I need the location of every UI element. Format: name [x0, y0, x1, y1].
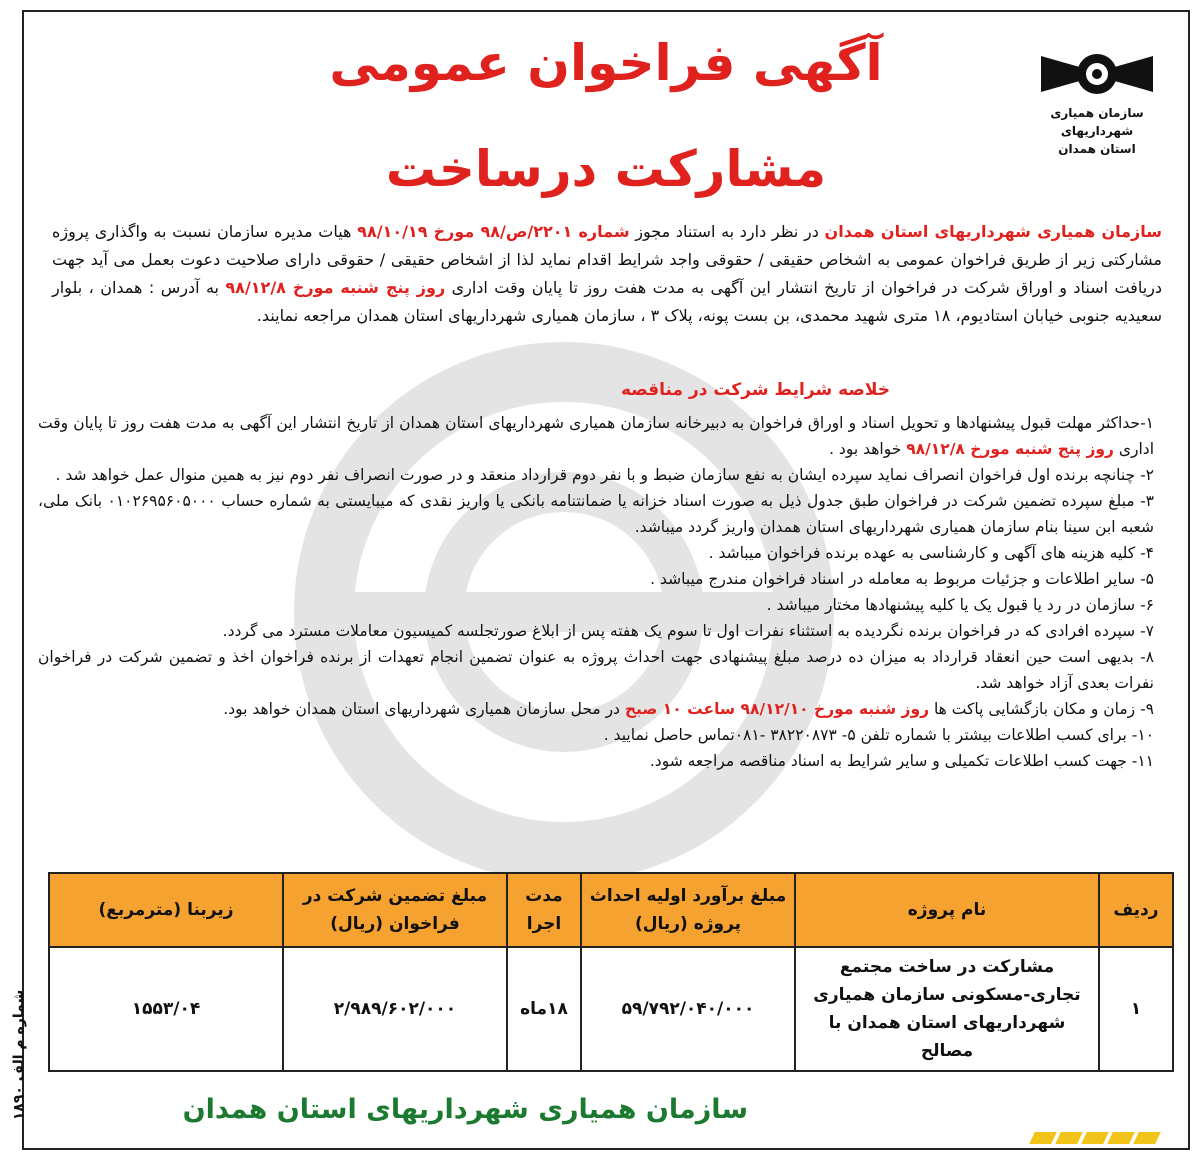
- side-number-text: شماره م الف ۱۸۹۰: [11, 989, 27, 1121]
- decorative-stripes: [1032, 1132, 1158, 1144]
- cell-project-name: مشارکت در ساخت مجتمع تجاری-مسکونی سازمان همیاری شهرداریهای استان همدان با مصالح: [795, 947, 1099, 1071]
- cell-area: ۱۵۵۳/۰۴: [49, 947, 283, 1071]
- conditions-list: [38, 410, 1154, 774]
- intro-text-2: هیات مدیره سازمان نسبت به واگذاری پروژه مشارکتی زیر از طریق فراخوان عمومی به اشخاص حقیقی / حقوقی واجد شرایط اقدام نماید لذا از اشخاص حقیقی / حقوقی دارای صلاحیت دعوت بعمل می آید جهت دریافت اسناد و اوراق شرکت در فراخوان از تاریخ انتشار این آگهی به مدت هفت روز تا پایان وقت اداری: [52, 222, 1162, 297]
- logo-org-line1: سازمان همیاری شهرداریهای: [1050, 106, 1144, 138]
- condition-item: ۱-حداکثر مهلت قبول پیشنهادها و تحویل اسناد و اوراق فراخوان به دبیرخانه سازمان همیاری شهرداریهای استان همدان از تاریخ انتشار این آگهی به مدت هفت روز تا پایان وقت اداری روز پنج شنبه مورخ ۹۸/۱۲/۸ خواهد بود .: [38, 414, 1154, 458]
- cell-row-number: ۱: [1099, 947, 1173, 1071]
- logo-org-line2: استان همدان: [1058, 142, 1136, 156]
- condition-item: ۴- کلیه هزینه های آگهی و کارشناسی به عهده برنده فراخوان میباشد .: [708, 544, 1154, 562]
- header-estimate: مبلغ برآورد اولیه احداث پروژه (ریال): [581, 873, 795, 947]
- advertisement-page: [22, 10, 1190, 1150]
- condition-item: ۳- مبلغ سپرده تضمین شرکت در فراخوان طبق جدول ذیل به صورت اسناد خزانه یا ضمانتنامه بانکی یا واریز نقدی که میبایستی به شماره حساب ۰۱۰۲۶۹۵۶۰۵۰۰۰ بانک ملی، شعبه ابن سینا بنام سازمان همیاری شهرداریهای استان همدان واریز گردد میباشد.: [38, 492, 1154, 536]
- table-row: [49, 947, 1173, 1071]
- title-line1: آگهی فراخوان عمومی: [329, 34, 883, 92]
- header-project-name: نام پروژه: [795, 873, 1099, 947]
- condition-item: ۵- سایر اطلاعات و جزئیات مربوط به معامله در اسناد فراخوان مندرج میباشد .: [650, 570, 1154, 588]
- intro-text-1: در نظر دارد به استناد مجوز: [629, 222, 825, 241]
- condition-item: ۷- سپرده افرادی که در فراخوان برنده نگردیده به استثناء نفرات اول تا سوم یک هفته پس از ابلاغ صورتجلسه کمیسیون معاملات مسترد می گردد.: [222, 622, 1154, 640]
- condition-item: ۶- سازمان در رد یا قبول یک یا کلیه پیشنهادها مختار میباشد .: [766, 596, 1154, 614]
- condition-item: ۲- چنانچه برنده اول فراخوان انصراف نماید سپرده ایشان به نفع سازمان ضبط و با نفر دوم قرارداد منعقد و در صورت انصراف نفر دوم نیز به همین منوال عمل خواهد شد .: [55, 466, 1154, 484]
- header-guarantee: مبلغ تضمین شرکت در فراخوان (ریال): [283, 873, 507, 947]
- title-line2: مشارکت درساخت: [385, 140, 827, 198]
- intro-text-3: به آدرس : همدان ، بلوار سعیدیه جنوبی خیابان استادیوم، ۱۸ متری شهید محمدی، بن بست پونه، پلاک ۳ ، سازمان همیاری شهرداریهای استان همدان مراجعه نمایند.: [52, 278, 1162, 325]
- table-header-row: [49, 873, 1173, 947]
- intro-org-name: سازمان همیاری شهرداریهای استان همدان: [824, 222, 1163, 241]
- condition-item: ۱۰- برای کسب اطلاعات بیشتر با شماره تلفن ۵- ۳۸۲۲۰۸۷۳ -۰۸۱تماس حاصل نمایید .: [603, 726, 1154, 744]
- intro-permit: شماره ۲۲۰۱/ص/۹۸ مورخ ۹۸/۱۰/۱۹: [357, 222, 630, 241]
- footer-org-name: سازمان همیاری شهرداریهای استان همدان: [182, 1094, 748, 1125]
- conditions-title: خلاصه شرایط شرکت در مناقصه: [620, 380, 890, 400]
- header-row-number: ردیف: [1099, 873, 1173, 947]
- cell-guarantee: ۲/۹۸۹/۶۰۲/۰۰۰: [283, 947, 507, 1071]
- header-duration: مدت اجرا: [507, 873, 581, 947]
- condition-item: ۹- زمان و مکان بازگشایی پاکت ها روز شنبه مورخ ۹۸/۱۲/۱۰ ساعت ۱۰ صبح در محل سازمان همیاری شهرداریهای استان همدان خواهد بود.: [223, 700, 1154, 718]
- cell-estimate: ۵۹/۷۹۲/۰۴۰/۰۰۰: [581, 947, 795, 1071]
- header-area: زیربنا (مترمربع): [49, 873, 283, 947]
- intro-paragraph: [52, 218, 1162, 330]
- condition-item: ۸- بدیهی است حین انعقاد قرارداد به میزان ده درصد مبلغ پیشنهادی جهت احداث پروژه به عنوان تضمین انجام تعهدات از برنده فراخوان اخذ و تضمین شرکت در فراخوان نفرات بعدی آزاد خواهد شد.: [38, 648, 1154, 692]
- side-ad-number: [6, 970, 30, 1140]
- condition-item: ۱۱- جهت کسب اطلاعات تکمیلی و سایر شرایط به اسناد مناقصه مراجعه شود.: [649, 752, 1154, 770]
- cell-duration: ۱۸ماه: [507, 947, 581, 1071]
- intro-deadline: روز پنج شنبه مورخ ۹۸/۱۲/۸: [225, 278, 446, 297]
- project-table: [48, 872, 1174, 1072]
